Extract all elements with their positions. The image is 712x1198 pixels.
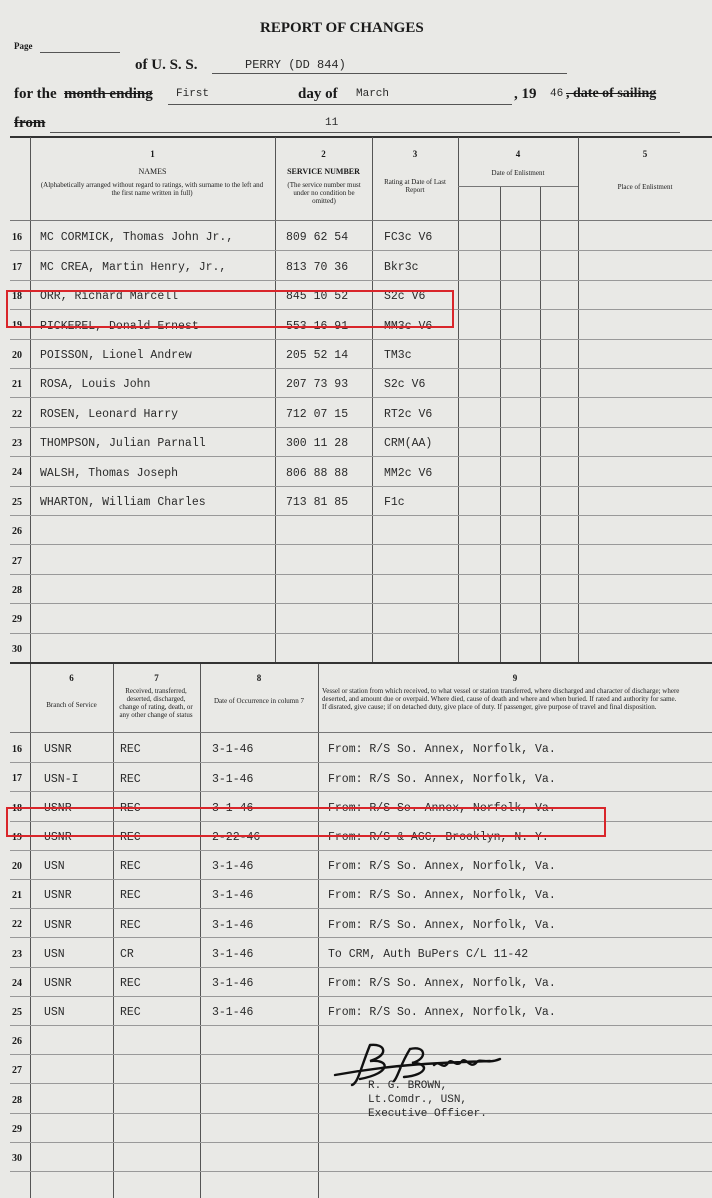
top-table-row bbox=[0, 575, 712, 604]
service-number: 207 73 93 bbox=[286, 378, 349, 392]
date-occurrence-header: Date of Occurrence in column 7 bbox=[214, 697, 304, 705]
report-title: REPORT OF CHANGES bbox=[260, 20, 424, 36]
rating: S2c V6 bbox=[384, 378, 426, 392]
rating: Bkr3c bbox=[384, 260, 419, 274]
top-col-num-4: 4 bbox=[515, 149, 521, 159]
date-line bbox=[168, 104, 512, 105]
vessel-details: From: R/S & AGC, Brooklyn, N. Y. bbox=[328, 830, 549, 844]
service-number: 845 10 52 bbox=[286, 290, 349, 304]
row-number: 16 bbox=[12, 232, 22, 244]
row-number: 22 bbox=[12, 408, 22, 420]
vessel-details: From: R/S So. Annex, Norfolk, Va. bbox=[328, 1006, 556, 1020]
sailor-name: ROSEN, Leonard Harry bbox=[40, 407, 179, 421]
row-number: 23 bbox=[12, 438, 22, 450]
row-number: 24 bbox=[12, 977, 22, 989]
row-number: 28 bbox=[12, 1094, 22, 1106]
rating: RT2c V6 bbox=[384, 407, 433, 421]
service-number: 712 07 15 bbox=[286, 407, 349, 421]
sailor-name: PICKEREL, Donald Ernest bbox=[40, 319, 199, 333]
date-of-occurrence: 3-1-46 bbox=[212, 889, 254, 903]
row-number: 23 bbox=[12, 948, 22, 960]
page-line bbox=[40, 52, 120, 53]
bottom-col-num-8: 8 bbox=[256, 673, 262, 683]
service-number: 813 70 36 bbox=[286, 260, 349, 274]
row-number: 28 bbox=[12, 585, 22, 597]
sailor-name: THOMPSON, Julian Parnall bbox=[40, 437, 206, 451]
row-number: 30 bbox=[12, 1153, 22, 1165]
row-number: 20 bbox=[12, 349, 22, 361]
bottom-table-row bbox=[0, 968, 712, 997]
bottom-table-row bbox=[0, 1114, 712, 1143]
vessel-details: From: R/S So. Annex, Norfolk, Va. bbox=[328, 976, 556, 990]
rating: MM2c V6 bbox=[384, 466, 433, 480]
branch-of-service: USNR bbox=[44, 743, 72, 757]
branch-of-service: USNR bbox=[44, 918, 72, 932]
row-number: 16 bbox=[12, 744, 22, 756]
rating: MM3c V6 bbox=[384, 319, 433, 333]
top-col-num-1: 1 bbox=[150, 149, 155, 159]
names-note: (Alphabetically arranged without regard to ratings, with surname to the left and the first name written in full) bbox=[40, 181, 264, 197]
top-table-border-top bbox=[10, 136, 712, 138]
rating: TM3c bbox=[384, 349, 412, 362]
top-col-num-5: 5 bbox=[642, 149, 648, 159]
change-of-status: REC bbox=[120, 830, 141, 844]
change-of-status: REC bbox=[120, 860, 141, 874]
row-number: 29 bbox=[12, 614, 22, 626]
change-of-status: REC bbox=[120, 801, 141, 815]
row-number: 26 bbox=[12, 526, 22, 538]
row-number: 24 bbox=[12, 467, 22, 479]
bottom-table-row bbox=[0, 909, 712, 938]
top-table-row bbox=[0, 516, 712, 545]
bottom-col-num-9: 9 bbox=[512, 673, 518, 683]
ship-line bbox=[212, 73, 567, 74]
highlight-bottom-row-18 bbox=[6, 807, 606, 837]
branch-of-service: USNR bbox=[44, 801, 72, 815]
bottom-table-row bbox=[0, 938, 712, 967]
vessel-details: From: R/S So. Annex, Norfolk, Va. bbox=[328, 772, 556, 786]
vessel-details: From: R/S So. Annex, Norfolk, Va. bbox=[328, 801, 556, 815]
day-of-label: day of bbox=[298, 86, 338, 102]
date-of-occurrence: 2-22-46 bbox=[212, 830, 261, 844]
service-number: 205 52 14 bbox=[286, 349, 349, 362]
branch-of-service: USN bbox=[44, 947, 65, 961]
rating: FC3c V6 bbox=[384, 231, 433, 245]
bottom-table-row bbox=[0, 734, 712, 763]
bottom-table-row bbox=[0, 997, 712, 1026]
month-ending-label: month ending bbox=[64, 86, 153, 102]
vessel-details: To CRM, Auth BuPers C/L 11-42 bbox=[328, 947, 529, 961]
from-label: from bbox=[14, 115, 46, 131]
signer-title: Executive Officer. bbox=[368, 1108, 487, 1120]
vessel-details: From: R/S So. Annex, Norfolk, Va. bbox=[328, 918, 556, 932]
branch-of-service: USNR bbox=[44, 830, 72, 844]
row-number: 20 bbox=[12, 861, 22, 873]
top-col-num-3: 3 bbox=[412, 149, 418, 159]
service-number: 300 11 28 bbox=[286, 437, 349, 451]
sailor-name: ORR, Richard Marcell bbox=[40, 290, 179, 304]
change-of-status: REC bbox=[120, 772, 141, 786]
bottom-header-bottom bbox=[10, 732, 712, 733]
vessel-details: From: R/S So. Annex, Norfolk, Va. bbox=[328, 743, 556, 757]
sailor-name: MC CREA, Martin Henry, Jr., bbox=[40, 260, 227, 274]
vessel-details: From: R/S So. Annex, Norfolk, Va. bbox=[328, 860, 556, 874]
change-of-status: CR bbox=[120, 947, 134, 961]
top-table-row bbox=[0, 604, 712, 633]
rating: S2c V6 bbox=[384, 290, 426, 304]
top-table-row bbox=[0, 251, 712, 280]
top-table-row bbox=[0, 340, 712, 369]
row-number: 22 bbox=[12, 919, 22, 931]
year-value: 46 bbox=[550, 88, 564, 100]
date-of-occurrence: 3-1-46 bbox=[212, 801, 254, 815]
top-table-row bbox=[0, 545, 712, 574]
row-number: 19 bbox=[12, 320, 22, 332]
date-of-occurrence: 3-1-46 bbox=[212, 947, 254, 961]
change-of-status: REC bbox=[120, 743, 141, 757]
row-number: 25 bbox=[12, 496, 22, 508]
change-of-status: REC bbox=[120, 918, 141, 932]
signer-rank: Lt.Comdr., USN, bbox=[368, 1094, 468, 1106]
of-uss-label: of U. S. S. bbox=[135, 57, 198, 73]
bottom-col-num-7: 7 bbox=[154, 673, 159, 683]
branch-of-service: USNR bbox=[44, 976, 72, 990]
row-number: 21 bbox=[12, 890, 22, 902]
date-of-occurrence: 3-1-46 bbox=[212, 860, 254, 874]
rating: CRM(AA) bbox=[384, 437, 433, 451]
bottom-col-num-6: 6 bbox=[69, 673, 74, 683]
row-number: 19 bbox=[12, 831, 22, 843]
from-line bbox=[50, 132, 680, 133]
bottom-table-row bbox=[0, 1084, 712, 1113]
date-enlist-subline bbox=[458, 186, 578, 187]
top-table-row bbox=[0, 222, 712, 251]
top-table-row bbox=[0, 457, 712, 486]
bottom-table-row bbox=[0, 851, 712, 880]
branch-of-service: USNR bbox=[44, 889, 72, 903]
change-of-status: REC bbox=[120, 889, 141, 903]
signer-name: R. G. BROWN, bbox=[368, 1080, 448, 1092]
sailor-name: ROSA, Louis John bbox=[40, 378, 151, 392]
date-of-occurrence: 3-1-46 bbox=[212, 976, 254, 990]
service-number: 713 81 85 bbox=[286, 496, 349, 509]
rating: F1c bbox=[384, 496, 405, 509]
row-number: 29 bbox=[12, 1123, 22, 1135]
branch-of-service: USN-I bbox=[44, 772, 79, 786]
row-number: 17 bbox=[12, 261, 22, 273]
for-the-label: for the bbox=[14, 86, 57, 102]
highlight-top-row-18 bbox=[6, 290, 454, 328]
row-number: 18 bbox=[12, 291, 22, 303]
service-number-note: (The service number must under no condition be omitted) bbox=[287, 181, 361, 205]
page-label: Page bbox=[14, 41, 33, 51]
day-value: First bbox=[176, 88, 210, 100]
top-table-row bbox=[0, 398, 712, 427]
date-of-occurrence: 3-1-46 bbox=[212, 918, 254, 932]
sailor-name: WALSH, Thomas Joseph bbox=[40, 466, 179, 480]
bottom-table-row bbox=[0, 763, 712, 792]
place-enlistment-header: Place of Enlistment bbox=[617, 183, 673, 191]
service-number: 553 16 91 bbox=[286, 319, 349, 333]
month-value: March bbox=[356, 88, 390, 100]
row-number: 27 bbox=[12, 1065, 22, 1077]
vessel-header: Vessel or station from which received, to what vessel or station transferred, where discharged and character of discharge; where deserted, and amount due or overpaid. Where died, cause of death and where and when buried. If rated and authority for same. If disrated, give cause; if on detached duty, give place of duty. If passenger, give purpose of travel and final disposition. bbox=[322, 687, 680, 711]
sailor-name: WHARTON, William Charles bbox=[40, 496, 206, 509]
date-of-occurrence: 3-1-46 bbox=[212, 772, 254, 786]
row-number: 27 bbox=[12, 555, 22, 567]
row-number: 30 bbox=[12, 643, 22, 655]
names-header: NAMES bbox=[138, 167, 167, 176]
row-number: 18 bbox=[12, 802, 22, 814]
row-rule bbox=[10, 1171, 712, 1172]
service-number: 806 88 88 bbox=[286, 466, 349, 480]
bottom-table-row bbox=[0, 880, 712, 909]
top-table-row bbox=[0, 369, 712, 398]
year-prefix: , 19 bbox=[514, 86, 537, 102]
change-of-status: REC bbox=[120, 1006, 141, 1020]
service-number-header: SERVICE NUMBER bbox=[287, 167, 360, 176]
table-divider bbox=[10, 662, 712, 664]
date-enlistment-header: Date of Enlistment bbox=[491, 169, 545, 177]
top-header-bottom bbox=[10, 220, 712, 221]
branch-of-service: USN bbox=[44, 860, 65, 874]
sailor-name: POISSON, Lionel Andrew bbox=[40, 349, 192, 362]
date-of-occurrence: 3-1-46 bbox=[212, 743, 254, 757]
row-number: 21 bbox=[12, 379, 22, 391]
bottom-table-row bbox=[0, 1143, 712, 1172]
top-table-row bbox=[0, 487, 712, 516]
row-number: 17 bbox=[12, 773, 22, 785]
rating-header: Rating at Date of Last Report bbox=[384, 178, 446, 194]
top-col-num-2: 2 bbox=[321, 149, 326, 159]
vessel-details: From: R/S So. Annex, Norfolk, Va. bbox=[328, 889, 556, 903]
sailor-name: MC CORMICK, Thomas John Jr., bbox=[40, 231, 234, 245]
date-of-occurrence: 3-1-46 bbox=[212, 1006, 254, 1020]
row-number: 26 bbox=[12, 1036, 22, 1048]
ship-name: PERRY (DD 844) bbox=[245, 58, 346, 72]
branch-of-service: USN bbox=[44, 1006, 65, 1020]
date-sailing-label: , date of sailing bbox=[566, 86, 657, 101]
branch-header: Branch of Service bbox=[46, 701, 97, 709]
change-header: Received, transferred, deserted, discharged, change of rating, death, or any other change of status bbox=[119, 687, 193, 719]
top-table-row bbox=[0, 428, 712, 457]
service-number: 809 62 54 bbox=[286, 231, 349, 245]
top-table-row bbox=[0, 634, 712, 663]
change-of-status: REC bbox=[120, 976, 141, 990]
row-number: 25 bbox=[12, 1007, 22, 1019]
from-value: 11 bbox=[325, 117, 339, 129]
